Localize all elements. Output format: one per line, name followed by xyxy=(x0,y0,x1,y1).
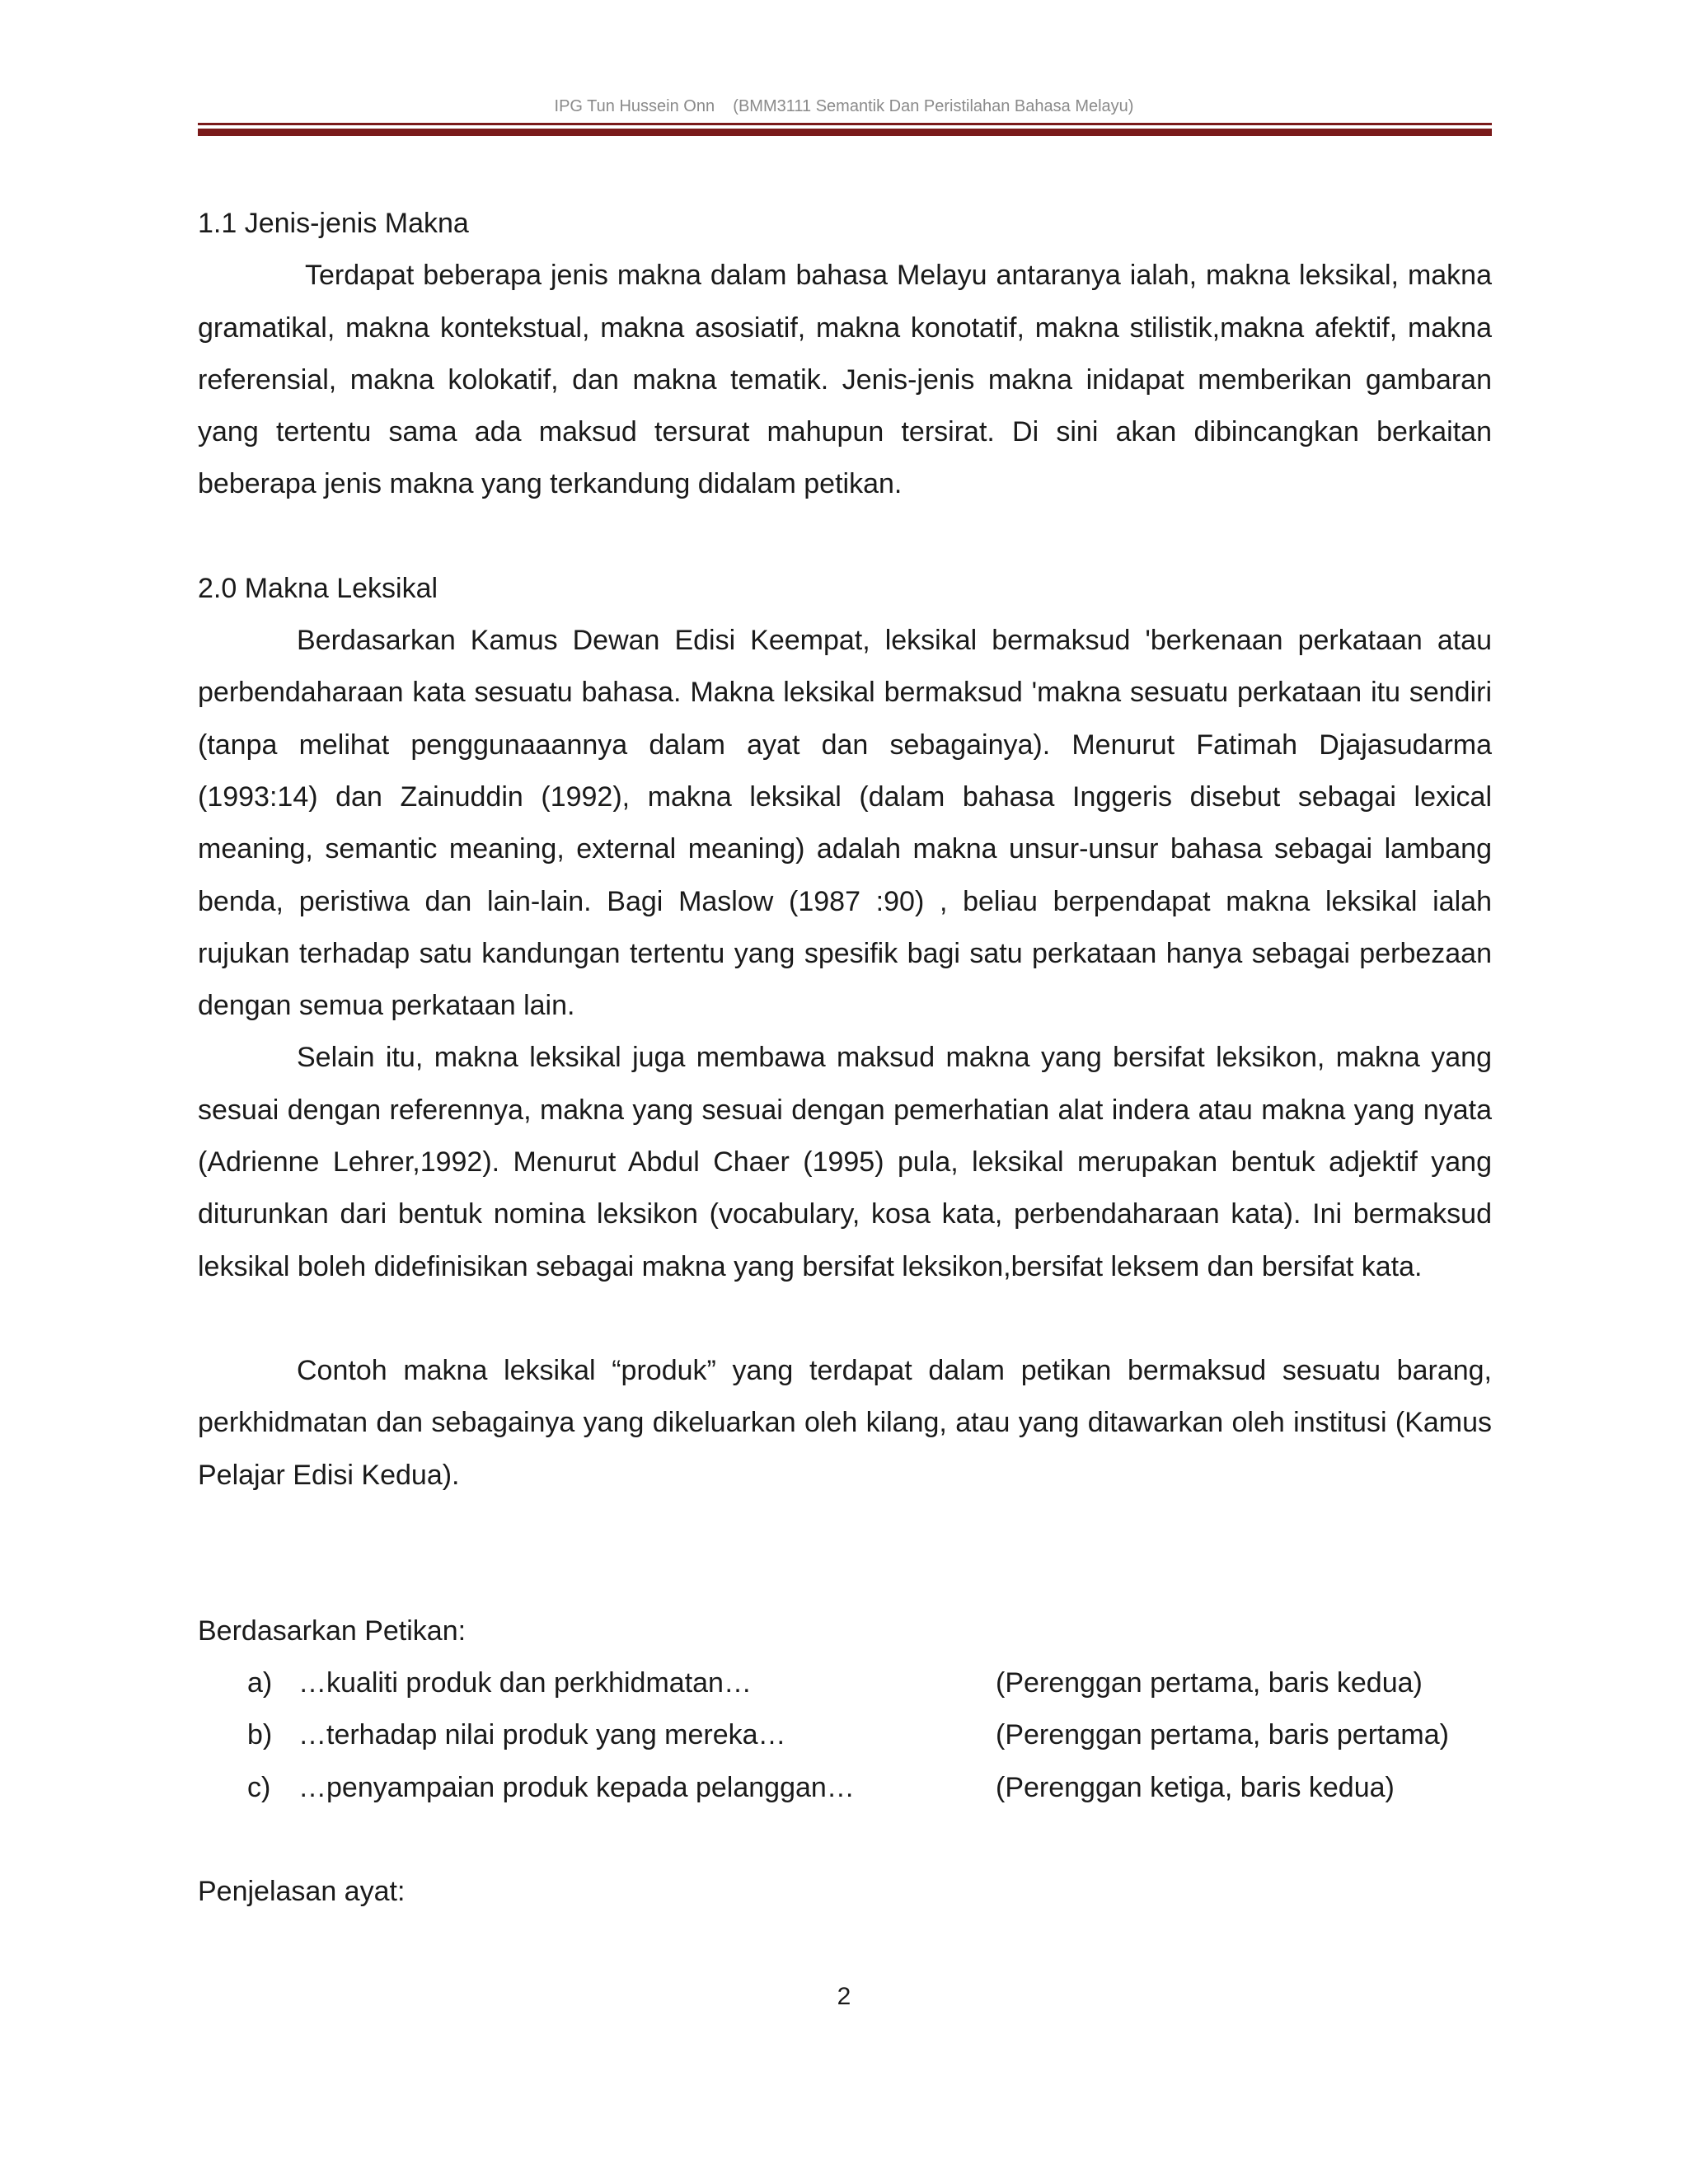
paragraph-leksikal-further: Selain itu, makna leksikal juga membawa maksud makna yang bersifat leksikon, makna yang sesuai dengan referennya, makna yang sesuai dengan pemerhatian alat indera atau makna yang nyata (Adrienne Lehrer,1992). Menurut Abdul Chaer (1995) pula, leksikal merupakan bentuk adjektif yang diturunkan dari bentuk nomina leksikon (vocabulary, kosa kata, perbendaharaan kata). Ini bermaksud leksikal boleh didefinisikan sebagai makna yang bersifat leksikon,bersifat leksem dan bersifat kata. xyxy=(198,1042,1492,1282)
example-quote: …penyampaian produk kepada pelanggan… xyxy=(298,1771,855,1803)
paragraph-jenis-makna: Terdapat beberapa jenis makna dalam bahasa Melayu antaranya ialah, makna leksikal, makna gramatikal, makna kontekstual, makna asosiatif, makna konotatif, makna stilistik,makna afektif, makna referensial, makna kolokatif, dan makna tematik. Jenis-jenis makna inidapat memberikan gambaran yang tertentu sama ada maksud tersurat mahupun tersirat. Di sini akan dibincangkan berkaitan beberapa jenis makna yang terkandung didalam petikan. xyxy=(198,260,1492,500)
paragraph-leksikal-definition: Berdasarkan Kamus Dewan Edisi Keempat, leksikal bermaksud 'berkenaan perkataan atau perbendaharaan kata sesuatu bahasa. Makna leksikal bermaksud 'makna sesuatu perkataan itu sendiri (tanpa melihat penggunaaannya dalam ayat dan sebagainya). Menurut Fatimah Djajasudarma (1993:14) dan Zainuddin (1992), makna leksikal (dalam bahasa Inggeris disebut sebagai lexical meaning, semantic meaning, external meaning) adalah makna unsur-unsur bahasa sebagai lambang benda, peristiwa dan lain-lain. Bagi Maslow (1987 :90) , beliau berpendapat makna leksikal ialah rujukan terhadap satu kandungan tertentu yang spesifik bagi satu perkataan hanya sebagai perbezaan dengan semua perkataan lain. xyxy=(198,625,1492,1022)
document-body xyxy=(198,198,1492,1918)
spacer xyxy=(198,1502,1492,1605)
spacer xyxy=(198,1814,1492,1866)
page-header: IPG Tun Hussein Onn (BMM3111 Semantik Dan Peristilahan Bahasa Melayu) xyxy=(554,97,1134,115)
header-rule-thin xyxy=(198,123,1492,125)
list-item xyxy=(198,1762,1492,1814)
example-quote: …terhadap nilai produk yang mereka… xyxy=(298,1719,786,1751)
spacer xyxy=(198,1293,1492,1345)
explanation-label: Penjelasan ayat: xyxy=(198,1876,406,1908)
example-reference: (Perenggan pertama, baris pertama) xyxy=(996,1719,1449,1751)
list-marker: c) xyxy=(247,1771,271,1803)
example-reference: (Perenggan ketiga, baris kedua) xyxy=(996,1771,1395,1803)
paragraph-leksikal-example: Contoh makna leksikal “produk” yang terdapat dalam petikan bermaksud sesuatu barang, perkhidmatan dan sebagainya yang dikeluarkan oleh kilang, atau yang ditawarkan oleh institusi (Kamus Pelajar Edisi Kedua). xyxy=(198,1354,1492,1491)
spacer xyxy=(198,511,1492,563)
example-quote: …kualiti produk dan perkhidmatan… xyxy=(298,1667,752,1699)
example-reference: (Perenggan pertama, baris kedua) xyxy=(996,1667,1423,1699)
section-heading-jenis-makna: 1.1 Jenis-jenis Makna xyxy=(198,208,469,239)
list-marker: b) xyxy=(247,1719,273,1751)
header-rule-thick xyxy=(198,129,1492,136)
section-heading-makna-leksikal: 2.0 Makna Leksikal xyxy=(198,572,438,604)
list-item xyxy=(198,1709,1492,1761)
page-number: 2 xyxy=(837,1983,851,2010)
list-marker: a) xyxy=(247,1667,273,1699)
examples-list xyxy=(198,1657,1492,1814)
examples-label: Berdasarkan Petikan: xyxy=(198,1615,467,1647)
list-item xyxy=(198,1657,1492,1709)
